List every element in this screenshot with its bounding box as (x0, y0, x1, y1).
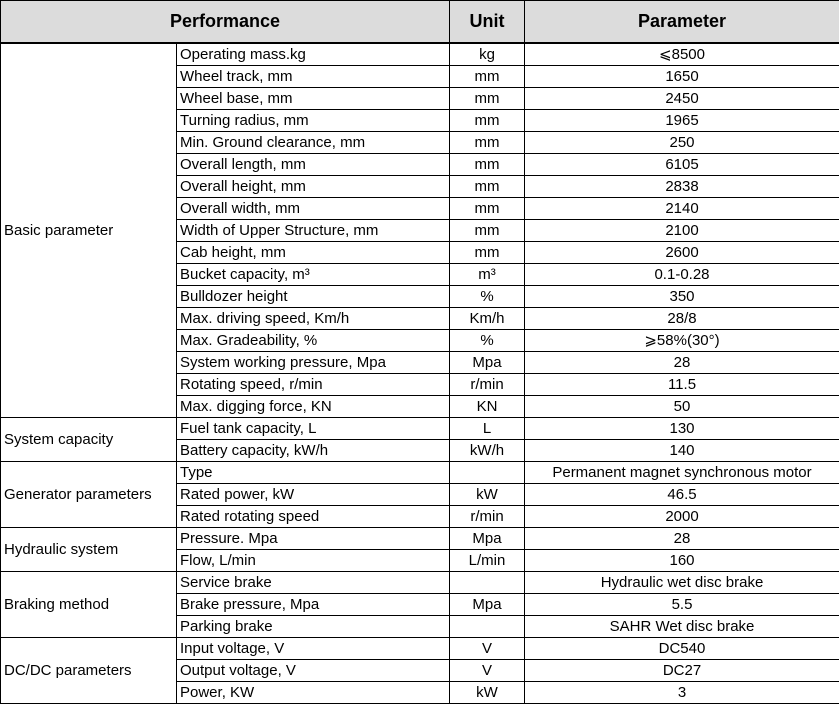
unit-cell: Mpa (450, 352, 525, 374)
group-label: Generator parameters (1, 462, 177, 528)
header-parameter: Parameter (525, 1, 839, 44)
parameter-value: 2450 (525, 88, 839, 110)
header-row (1, 1, 839, 44)
table-row (1, 572, 839, 594)
item-name: Type (177, 462, 450, 484)
item-name: Input voltage, V (177, 638, 450, 660)
parameter-value: 2838 (525, 176, 839, 198)
table-body (1, 43, 839, 704)
group-label: Hydraulic system (1, 528, 177, 572)
item-name: Cab height, mm (177, 242, 450, 264)
item-name: Wheel base, mm (177, 88, 450, 110)
unit-cell: mm (450, 154, 525, 176)
unit-cell: r/min (450, 374, 525, 396)
parameter-value: 2000 (525, 506, 839, 528)
unit-cell: % (450, 286, 525, 308)
unit-cell: m³ (450, 264, 525, 286)
item-name: Battery capacity, kW/h (177, 440, 450, 462)
unit-cell: L (450, 418, 525, 440)
item-name: Bulldozer height (177, 286, 450, 308)
unit-cell: V (450, 660, 525, 682)
item-name: Operating mass.kg (177, 43, 450, 66)
table-row (1, 528, 839, 550)
parameter-value: 46.5 (525, 484, 839, 506)
unit-cell: mm (450, 110, 525, 132)
unit-cell: Mpa (450, 594, 525, 616)
parameter-value: 50 (525, 396, 839, 418)
parameter-value: 28/8 (525, 308, 839, 330)
item-name: Rotating speed, r/min (177, 374, 450, 396)
parameter-value: 1650 (525, 66, 839, 88)
item-name: Rated power, kW (177, 484, 450, 506)
parameter-value: 140 (525, 440, 839, 462)
parameter-value: 2600 (525, 242, 839, 264)
item-name: Pressure. Mpa (177, 528, 450, 550)
unit-cell: kW (450, 682, 525, 704)
unit-cell: mm (450, 242, 525, 264)
unit-cell: kg (450, 43, 525, 66)
item-name: Service brake (177, 572, 450, 594)
parameter-value: DC540 (525, 638, 839, 660)
item-name: Overall height, mm (177, 176, 450, 198)
item-name: Bucket capacity, m³ (177, 264, 450, 286)
parameter-value: Permanent magnet synchronous motor (525, 462, 839, 484)
parameter-value: 3 (525, 682, 839, 704)
table-header (1, 1, 839, 44)
item-name: System working pressure, Mpa (177, 352, 450, 374)
unit-cell: KN (450, 396, 525, 418)
unit-cell (450, 462, 525, 484)
item-name: Overall width, mm (177, 198, 450, 220)
unit-cell: mm (450, 176, 525, 198)
unit-cell (450, 616, 525, 638)
item-name: Overall length, mm (177, 154, 450, 176)
group-label: Braking method (1, 572, 177, 638)
unit-cell: mm (450, 198, 525, 220)
unit-cell: mm (450, 66, 525, 88)
item-name: Min. Ground clearance, mm (177, 132, 450, 154)
unit-cell: Mpa (450, 528, 525, 550)
parameter-value: 2100 (525, 220, 839, 242)
header-performance: Performance (1, 1, 450, 44)
parameter-value: 11.5 (525, 374, 839, 396)
group-label: Basic parameter (1, 43, 177, 418)
item-name: Width of Upper Structure, mm (177, 220, 450, 242)
parameter-value: DC27 (525, 660, 839, 682)
unit-cell: V (450, 638, 525, 660)
parameter-value: 350 (525, 286, 839, 308)
parameter-value: 28 (525, 528, 839, 550)
unit-cell: Km/h (450, 308, 525, 330)
unit-cell: % (450, 330, 525, 352)
unit-cell (450, 572, 525, 594)
unit-cell: L/min (450, 550, 525, 572)
parameter-value: 0.1-0.28 (525, 264, 839, 286)
group-label: System capacity (1, 418, 177, 462)
item-name: Fuel tank capacity, L (177, 418, 450, 440)
header-unit: Unit (450, 1, 525, 44)
item-name: Brake pressure, Mpa (177, 594, 450, 616)
unit-cell: r/min (450, 506, 525, 528)
unit-cell: mm (450, 220, 525, 242)
item-name: Parking brake (177, 616, 450, 638)
item-name: Output voltage, V (177, 660, 450, 682)
parameter-value: 160 (525, 550, 839, 572)
unit-cell: mm (450, 132, 525, 154)
parameter-value: ⩽8500 (525, 43, 839, 66)
parameter-value: 1965 (525, 110, 839, 132)
parameter-value: 2140 (525, 198, 839, 220)
group-label: DC/DC parameters (1, 638, 177, 704)
table-row (1, 462, 839, 484)
item-name: Rated rotating speed (177, 506, 450, 528)
unit-cell: kW (450, 484, 525, 506)
item-name: Max. Gradeability, % (177, 330, 450, 352)
item-name: Max. driving speed, Km/h (177, 308, 450, 330)
parameter-value: 250 (525, 132, 839, 154)
item-name: Wheel track, mm (177, 66, 450, 88)
unit-cell: mm (450, 88, 525, 110)
table-row (1, 638, 839, 660)
table-row (1, 43, 839, 66)
parameter-value: Hydraulic wet disc brake (525, 572, 839, 594)
parameter-value: 5.5 (525, 594, 839, 616)
item-name: Power, KW (177, 682, 450, 704)
unit-cell: kW/h (450, 440, 525, 462)
parameter-value: SAHR Wet disc brake (525, 616, 839, 638)
item-name: Max. digging force, KN (177, 396, 450, 418)
parameter-value: 130 (525, 418, 839, 440)
parameter-value: 6105 (525, 154, 839, 176)
item-name: Turning radius, mm (177, 110, 450, 132)
parameter-value: 28 (525, 352, 839, 374)
item-name: Flow, L/min (177, 550, 450, 572)
table-row (1, 418, 839, 440)
parameter-value: ⩾58%(30°) (525, 330, 839, 352)
